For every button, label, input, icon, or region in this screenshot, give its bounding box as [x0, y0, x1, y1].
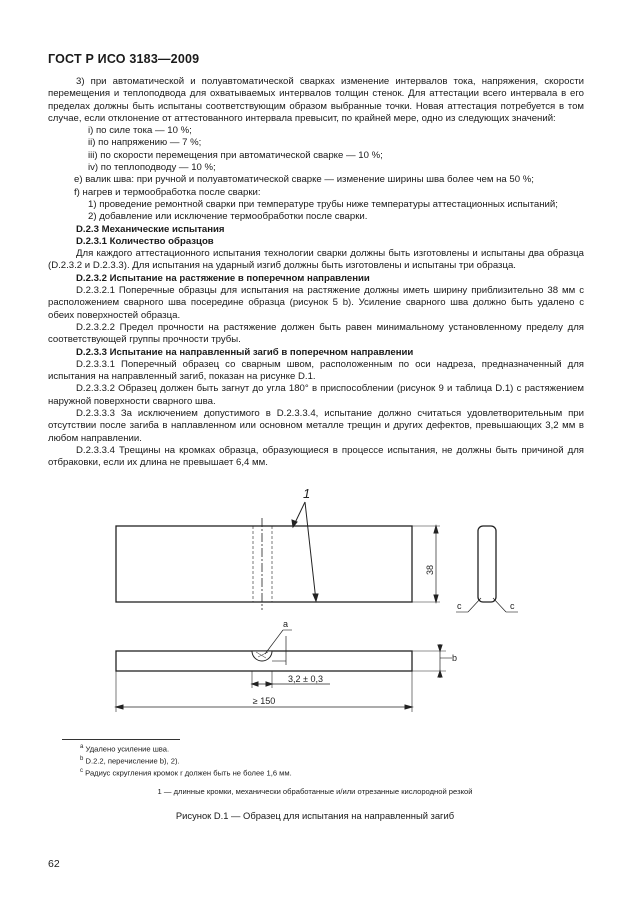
figure-legend: 1 — длинные кромки, механически обработанные и/или отрезанные кислородной резкой	[157, 787, 473, 796]
paragraph: D.2.3.3.2 Образец должен быть загнут до угла 180° в приспособлении (рисунок 9 и таблица D.1) с растяжением наружной поверхности сварного шва.	[48, 383, 584, 407]
list-item: i) по силе тока — 10 %;	[88, 125, 192, 137]
footnote-a: $^a$ Удалено усиление шва.	[80, 744, 170, 754]
list-item: e) валик шва: при ручной и полуавтоматической сварке — изменение ширины шва более чем на 50 %;	[74, 174, 534, 186]
leader-line-1	[305, 502, 316, 601]
paragraph: D.2.3.2.2 Предел прочности на растяжение должен быть равен минимальному установленному пределу для соответствующей группы прочности трубы.	[48, 321, 584, 346]
list-item: 1) проведение ремонтной сварки при температуре трубы ниже температуры аттестационных испытаний;	[88, 198, 558, 210]
label-a: a	[283, 619, 289, 629]
label-c-left: c	[457, 601, 462, 611]
figure-caption: Рисунок D.1 — Образец для испытания на направленный загиб	[175, 810, 455, 821]
dimension-38: 38	[425, 564, 435, 576]
specimen-end-view	[478, 526, 496, 602]
list-item: iii) по скорости перемещения при автоматической сварке — 10 %;	[88, 149, 383, 161]
section-heading: D.2.3 Механические испытания	[76, 223, 225, 235]
paragraph: D.2.3.3.1 Поперечный образец со сварным швом, расположенным по оси надреза, предназначенный для испытания на направленный загиб, показан на рисунке D.1.	[48, 358, 584, 383]
page-number: 62	[48, 858, 60, 870]
dimension-150: ≥ 150	[252, 696, 276, 706]
body-text	[48, 76, 584, 470]
label-1: 1	[303, 486, 311, 501]
paragraph: D.2.3.3.4 Трещины на кромках образца, образующиеся в процессе испытания, не должны быть причиной для отбраковки, если их длина не превышает 6,4 мм.	[48, 444, 584, 469]
label-b: b	[452, 653, 458, 663]
paragraph: Для каждого аттестационного испытания технологии сварки должны быть изготовлены и испытаны два образца (D.2.3.2 и D.2.3.3). Для испытания на ударный изгиб должны быть изготовлены и испытаны три образца.	[48, 248, 584, 272]
standard-header: ГОСТ Р ИСО 3183—2009	[48, 52, 200, 66]
specimen-figure	[0, 480, 630, 720]
paragraph: D.2.3.3.3 За исключением допустимого в D.2.3.3.4, испытание должно считаться удовлетворительным при отсутствии после загиба в наплавленном или основном металле трещин и других дефектов, превышающих 3,2 мм в любом направлении.	[48, 408, 584, 444]
specimen-top-view	[116, 526, 412, 602]
paragraph: 3) при автоматической и полуавтоматической сварках изменение интервалов тока, напряжения, скорости перемещения и теплоподвода для охватываемых интервалов толщин стенок. Для аттестации всего интервала в его пределах должны быть испытаны соответствующим образом выбранные точки. Новая аттестация потребуется в том случае, если отклонение от аттестованного интервала превысит, по крайней мере, одно из следующих значений:	[48, 76, 584, 124]
list-item: ii) по напряжению — 7 %;	[88, 137, 202, 149]
section-heading: D.2.3.2 Испытание на растяжение в поперечном направлении	[76, 272, 370, 284]
footnote-b: $^b$ D.2.2, перечисление b), 2).	[80, 756, 180, 766]
list-item: f) нагрев и термообработка после сварки:	[74, 186, 261, 198]
list-item: iv) по теплоподводу — 10 %;	[88, 162, 216, 174]
paragraph: D.2.3.2.1 Поперечные образцы для испытания на растяжение должны иметь ширину приблизительно 38 мм с расположением сварного шва посередине образца (рисунок 5 b). Усиление сварного шва должно быть удалено с обеих поверхностей образца.	[48, 285, 584, 321]
section-heading: D.2.3.1 Количество образцов	[76, 235, 214, 247]
footnote-c: $^c$ Радиус скругления кромок r должен быть не более 1,6 мм.	[80, 768, 292, 778]
weld-cap	[252, 651, 272, 661]
footnote-rule	[62, 739, 180, 740]
list-item: 2) добавление или исключение термообработки после сварки.	[88, 211, 368, 223]
section-heading: D.2.3.3 Испытание на направленный загиб в поперечном направлении	[76, 346, 414, 358]
dimension-32: 3,2 ± 0,3	[288, 674, 323, 684]
label-c-right: c	[510, 601, 515, 611]
